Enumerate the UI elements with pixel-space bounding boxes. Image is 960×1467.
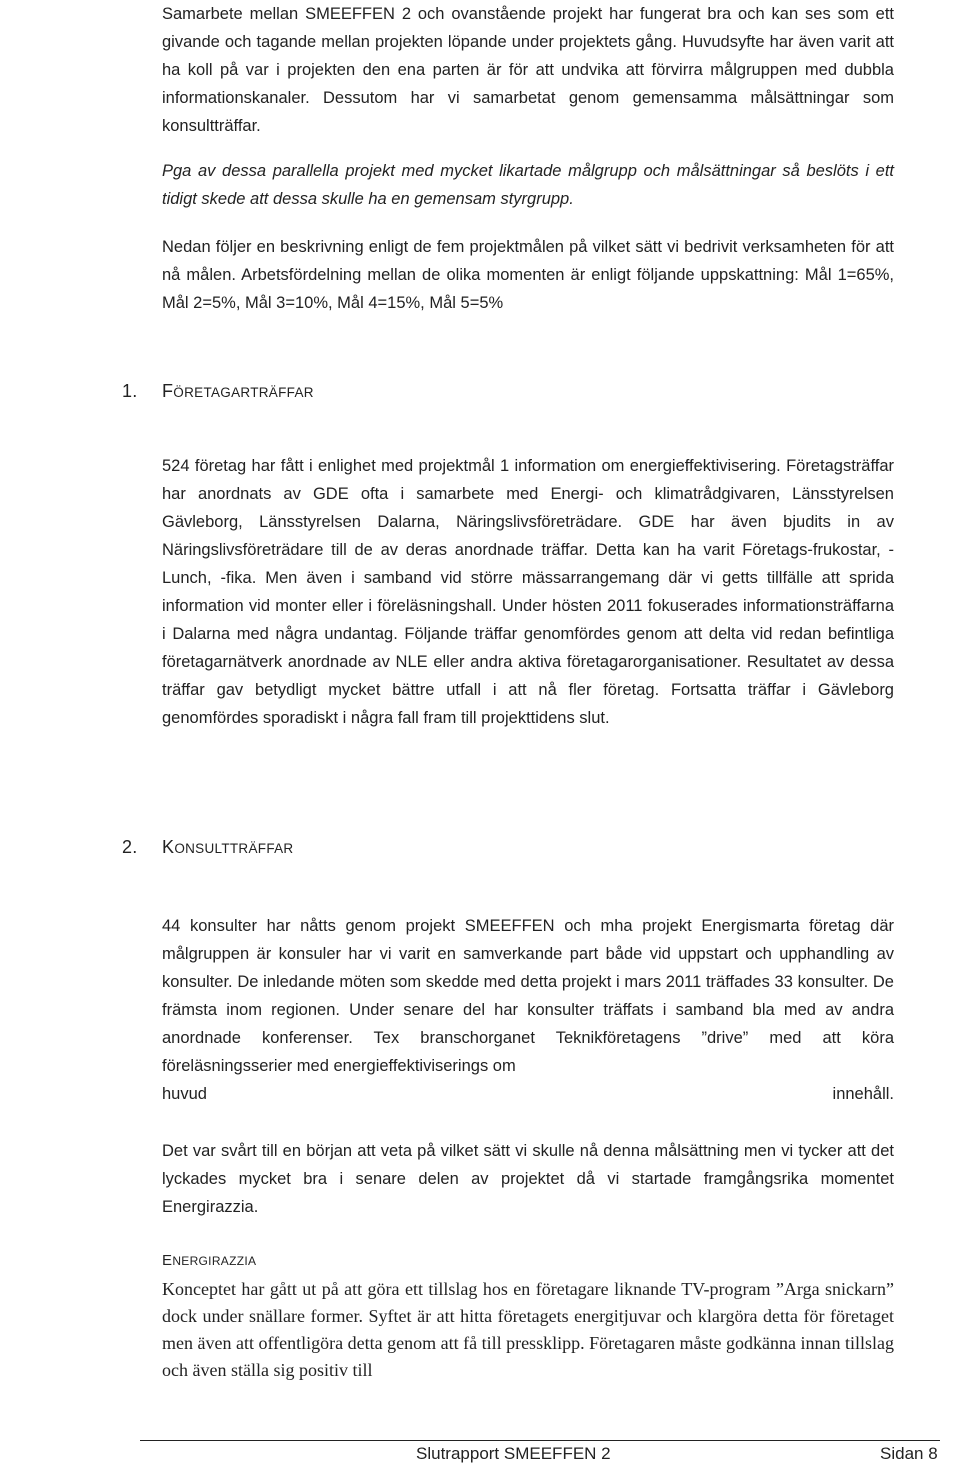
section-2-body-1: 44 konsulter har nåtts genom projekt SMEEFFEN och mha projekt Energismarta företag där målgruppen är konsuler har vi varit en samverkande part både vid uppstart och upphandling av konsulter. De inledande möten som skedde med detta projekt i mars 2011 träffades 33 konsulter. De främsta inom regionen. Under senare del har konsulter träffats i samband bla med av andra anordnade konferenser. Tex branschorganet Teknikföretagens ”drive” med att köra föreläsningsserier med energieffektiviserings om bbox=[162, 917, 894, 1075]
energirazzia-heading bbox=[162, 1250, 256, 1272]
section-1-title-initial: F bbox=[162, 381, 174, 401]
section-1-body: 524 företag har fått i enlighet med projektmål 1 information om energieffektivisering. Företagsträffar har anordnats av GDE ofta i samarbete med Energi- och klimatrådgivaren, Länsstyrelsen Gävleborg, Länsstyrelsen Dalarna, Näringslivsföreträdare. GDE har även bjudits in av Näringslivsföreträdare till de av deras anordnade träffar. Detta kan ha varit Företags-frukostar, -Lunch, -fika. Men även i samband vid större mässarrangemang där vi getts tillfälle att sprida information vid monter eller i föreläsningshall. Under hösten 2011 fokuserades informationsträffarna i Dalarna med några undantag. Följande träffar genomfördes genom att delta vid redan befintliga företagarnätverk anordnade av NLE eller andra aktiva företagarorganisationer. Resultatet av dessa träffar gav betydligt mycket bättre utfall i att nå fler företag. Fortsatta träffar i Gävleborg genomfördes sporadiskt i några fall fram till projekttidens slut. bbox=[162, 457, 894, 727]
section-1-heading bbox=[122, 380, 314, 404]
footer-divider bbox=[140, 1440, 940, 1441]
section-2-heading bbox=[122, 836, 294, 860]
section-2-body-1-lastline bbox=[162, 1080, 894, 1108]
energirazzia-title-rest: NERGIRAZZIA bbox=[172, 1254, 257, 1268]
section-1-number: 1. bbox=[122, 381, 138, 401]
goals-paragraph: Nedan följer en beskrivning enligt de fem projektmålen på vilket sätt vi bedrivit verksamheten för att nå målen. Arbetsfördelning mellan de olika momenten är enligt följande uppskattning: Mål 1=65%, Mål 2=5%, Mål 3=10%, Mål 4=15%, Mål 5=5% bbox=[162, 238, 894, 312]
energirazzia-title-initial: E bbox=[162, 1252, 173, 1269]
lastline-left: huvud bbox=[162, 1085, 207, 1103]
section-2-number: 2. bbox=[122, 837, 138, 857]
section-2-title-initial: K bbox=[162, 837, 175, 857]
italic-paragraph: Pga av dessa parallella projekt med mycket likartade målgrupp och målsättningar så beslöts i ett tidigt skede att dessa skulle ha en gemensam styrgrupp. bbox=[162, 162, 894, 208]
energirazzia-body: Konceptet har gått ut på att göra ett tillslag hos en företagare liknande TV-program ”Arga snickarn” dock under snällare former. Syftet är att hitta företagets energitjuvar och klargöra detta för företaget men även att offentligöra detta genom att få till pressklipp. Företagaren måste godkänna innan tillslag och även ställa sig positiv till bbox=[162, 1279, 894, 1380]
section-2-title-rest: ONSULTTRÄFFAR bbox=[174, 841, 294, 856]
section-2-body-2: Det var svårt till en början att veta på vilket sätt vi skulle nå denna målsättning men vi tycker att det lyckades mycket bra i senare delen av projektet då vi startade framgångsrika momentet Energirazzia. bbox=[162, 1142, 894, 1216]
footer-title: Slutrapport SMEEFFEN 2 bbox=[416, 1444, 611, 1463]
footer-page-number: Sidan 8 bbox=[880, 1444, 938, 1463]
intro-paragraph: Samarbete mellan SMEEFFEN 2 och ovanstående projekt har fungerat bra och kan ses som ett givande och tagande mellan projekten löpande under projektets gång. Huvudsyfte har även varit att ha koll på var i projekten den ena parten är för att undvika att förvirra målgruppen med dubbla informationskanaler. Dessutom har vi samarbetat genom gemensamma målsättningar som konsultträffar. bbox=[162, 5, 894, 135]
lastline-right: innehåll. bbox=[832, 1085, 894, 1103]
section-1-title-rest: ÖRETAGARTRÄFFAR bbox=[173, 385, 314, 400]
